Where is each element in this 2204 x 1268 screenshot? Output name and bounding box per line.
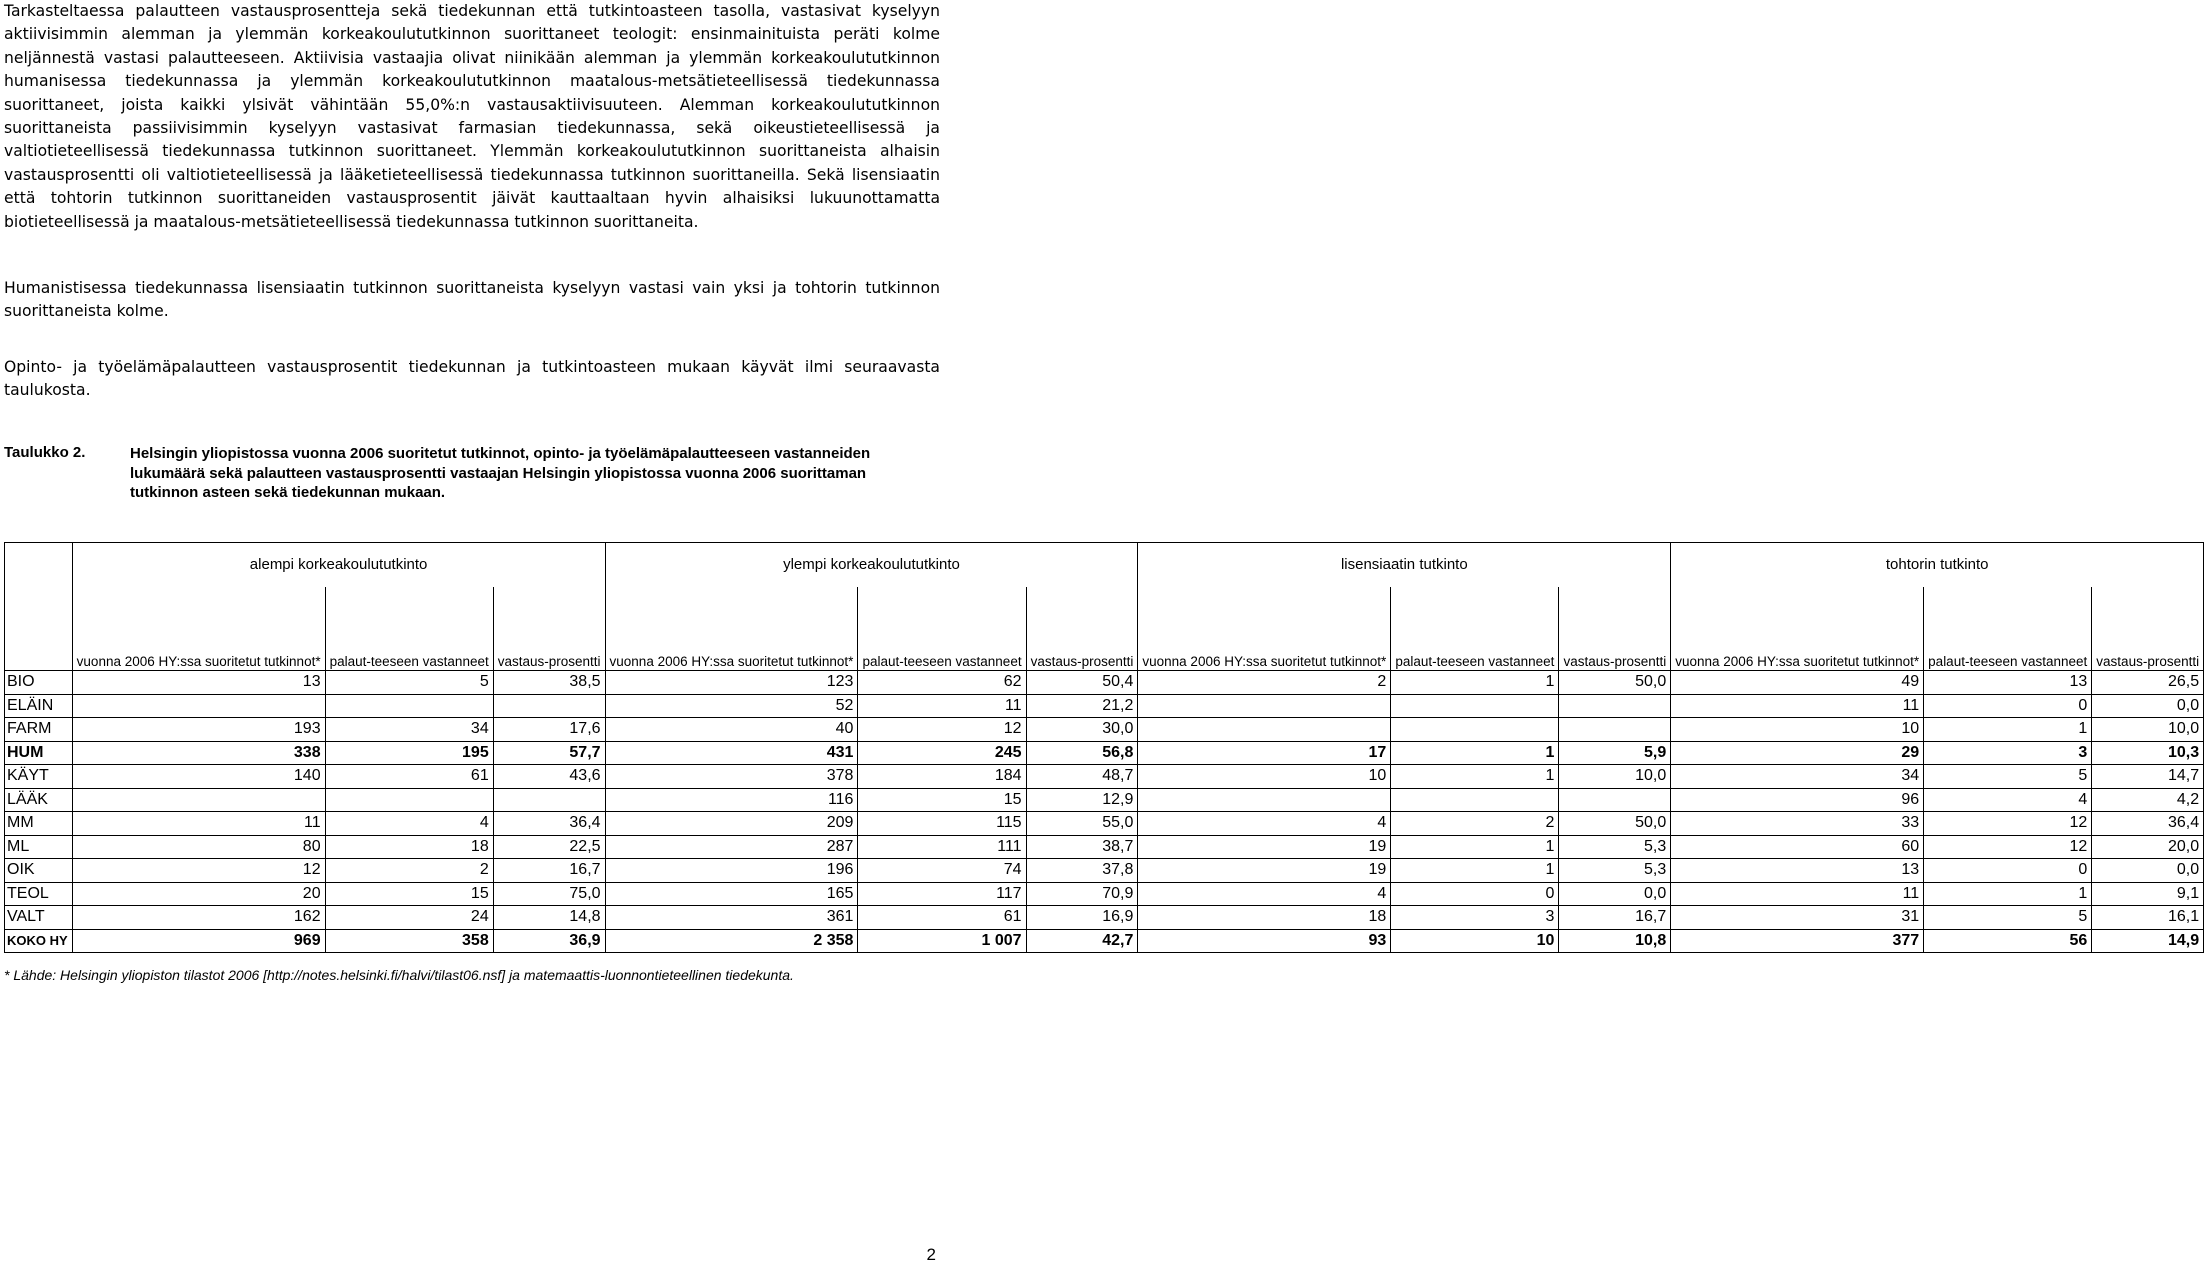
table-row bbox=[5, 788, 2204, 812]
value-cell: 2 358 bbox=[605, 929, 858, 953]
table-row bbox=[5, 812, 2204, 836]
faculty-cell: ML bbox=[5, 835, 73, 859]
value-cell: 10,0 bbox=[1559, 765, 1671, 789]
value-cell bbox=[1391, 788, 1559, 812]
value-cell: 13 bbox=[1671, 859, 1924, 883]
paragraph-humanities: Humanistisessa tiedekunnassa lisensiaatin tutkinnon suorittaneista kyselyyn vastasi vain yksi ja tohtorin tutkinnon suorittaneista kolme. bbox=[4, 279, 940, 321]
value-cell: 361 bbox=[605, 906, 858, 930]
value-cell: 34 bbox=[1671, 765, 1924, 789]
value-cell: 50,0 bbox=[1559, 812, 1671, 836]
value-cell: 75,0 bbox=[493, 882, 605, 906]
value-cell: 38,7 bbox=[1026, 835, 1138, 859]
value-cell: 245 bbox=[858, 741, 1026, 765]
value-cell bbox=[493, 788, 605, 812]
table-row bbox=[5, 835, 2204, 859]
value-cell: 5,3 bbox=[1559, 835, 1671, 859]
corner-cell bbox=[5, 543, 73, 587]
value-cell: 377 bbox=[1671, 929, 1924, 953]
value-cell: 14,8 bbox=[493, 906, 605, 930]
subheader-row bbox=[5, 587, 2204, 671]
value-cell: 74 bbox=[858, 859, 1026, 883]
table-row bbox=[5, 671, 2204, 695]
faculty-cell: LÄÄK bbox=[5, 788, 73, 812]
value-cell: 33 bbox=[1671, 812, 1924, 836]
value-cell: 9,1 bbox=[2092, 882, 2204, 906]
value-cell: 12 bbox=[1924, 812, 2092, 836]
value-cell: 338 bbox=[72, 741, 325, 765]
footnote: * Lähde: Helsingin yliopiston tilastot 2006 [http://notes.helsinki.fi/halvi/tilast06.nsf] ja matemaattis-luonnontieteellinen tiedekunta. bbox=[4, 967, 794, 983]
value-cell: 12,9 bbox=[1026, 788, 1138, 812]
value-cell: 3 bbox=[1391, 906, 1559, 930]
value-cell: 61 bbox=[858, 906, 1026, 930]
faculty-cell: HUM bbox=[5, 741, 73, 765]
value-cell: 5 bbox=[1924, 906, 2092, 930]
faculty-cell: FARM bbox=[5, 718, 73, 742]
value-cell bbox=[1138, 788, 1391, 812]
value-cell: 140 bbox=[72, 765, 325, 789]
value-cell: 40 bbox=[605, 718, 858, 742]
value-cell bbox=[325, 788, 493, 812]
value-cell: 37,8 bbox=[1026, 859, 1138, 883]
value-cell bbox=[1559, 788, 1671, 812]
value-cell: 5 bbox=[1924, 765, 2092, 789]
value-cell: 18 bbox=[1138, 906, 1391, 930]
group-header-row bbox=[5, 543, 2204, 587]
value-cell: 5,3 bbox=[1559, 859, 1671, 883]
value-cell: 10,0 bbox=[2092, 718, 2204, 742]
value-cell: 17 bbox=[1138, 741, 1391, 765]
subheader: vuonna 2006 HY:ssa suoritetut tutkinnot* bbox=[72, 587, 325, 671]
value-cell: 42,7 bbox=[1026, 929, 1138, 953]
value-cell: 18 bbox=[325, 835, 493, 859]
value-cell: 209 bbox=[605, 812, 858, 836]
value-cell: 4 bbox=[1138, 882, 1391, 906]
table-row bbox=[5, 882, 2204, 906]
value-cell bbox=[325, 694, 493, 718]
group-header: lisensiaatin tutkinto bbox=[1138, 543, 1671, 587]
subheader: palaut-teeseen vastanneet bbox=[1924, 587, 2092, 671]
value-cell: 16,7 bbox=[1559, 906, 1671, 930]
value-cell: 20 bbox=[72, 882, 325, 906]
table-caption-label: Taulukko 2. bbox=[4, 444, 86, 461]
value-cell: 162 bbox=[72, 906, 325, 930]
value-cell: 10 bbox=[1391, 929, 1559, 953]
value-cell: 15 bbox=[325, 882, 493, 906]
value-cell: 24 bbox=[325, 906, 493, 930]
table-row bbox=[5, 859, 2204, 883]
value-cell: 31 bbox=[1671, 906, 1924, 930]
faculty-cell: KOKO HY bbox=[5, 929, 73, 953]
table-row bbox=[5, 929, 2204, 953]
value-cell bbox=[1391, 694, 1559, 718]
value-cell: 93 bbox=[1138, 929, 1391, 953]
value-cell: 60 bbox=[1671, 835, 1924, 859]
value-cell: 50,0 bbox=[1559, 671, 1671, 695]
faculty-cell: MM bbox=[5, 812, 73, 836]
value-cell: 10 bbox=[1671, 718, 1924, 742]
corner-cell bbox=[5, 587, 73, 671]
value-cell: 0,0 bbox=[2092, 694, 2204, 718]
value-cell bbox=[72, 788, 325, 812]
paragraph-response-rates: Tarkasteltaessa palautteen vastausprosentteja sekä tiedekunnan että tutkintoasteen tasolla, vastasivat kyselyyn aktiivisimmin alemman ja ylemmän korkeakoulututkinnon suorittaneet teologit: ensinmainituista peräti kolme neljännestä vastasi palautteeseen. Aktiivisia vastaajia olivat niinikään alemman ja ylemmän korkeakoulututkinnon humanisessa tiedekunnassa ja ylemmän korkeakoulututkinnon maatalous-metsätieteellisessä tiedekunnassa suorittaneet, joista kaikki ylsivät vähintään 55,0%:n vastausaktiivisuuteen. Alemman korkeakoulututkinnon suorittaneista passiivisimmin kyselyyn vastasivat farmasian tiedekunnassa, sekä oikeustieteellisessä ja valtiotieteellisessä tiedekunnassa tutkinnon suorittaneet. Ylemmän korkeakoulututkinnon suorittaneista alhaisin vastausprosentti oli valtiotieteellisessä ja lääketieteellisessä tiedekunnassa tutkinnon suorittaneilla. Sekä lisensiaatin että tohtorin tutkinnon suorittaneiden vastausprosentit jäivät kauttaaltaan hyvin alhaisiksi lukuunottamatta biotieteellisessä ja maatalous-metsätieteellisessä tiedekunnassa tutkinnon suorittaneita. bbox=[4, 2, 940, 231]
value-cell: 56,8 bbox=[1026, 741, 1138, 765]
faculty-cell: KÄYT bbox=[5, 765, 73, 789]
value-cell: 1 bbox=[1391, 671, 1559, 695]
value-cell: 14,9 bbox=[2092, 929, 2204, 953]
group-header: ylempi korkeakoulututkinto bbox=[605, 543, 1138, 587]
value-cell: 12 bbox=[1924, 835, 2092, 859]
table-row bbox=[5, 694, 2204, 718]
value-cell: 55,0 bbox=[1026, 812, 1138, 836]
value-cell: 36,4 bbox=[2092, 812, 2204, 836]
value-cell: 1 007 bbox=[858, 929, 1026, 953]
value-cell: 123 bbox=[605, 671, 858, 695]
faculty-cell: TEOL bbox=[5, 882, 73, 906]
value-cell: 117 bbox=[858, 882, 1026, 906]
table-row bbox=[5, 765, 2204, 789]
value-cell: 13 bbox=[72, 671, 325, 695]
faculty-cell: ELÄIN bbox=[5, 694, 73, 718]
value-cell: 10,3 bbox=[2092, 741, 2204, 765]
value-cell bbox=[72, 694, 325, 718]
value-cell bbox=[1391, 718, 1559, 742]
value-cell: 195 bbox=[325, 741, 493, 765]
table-row bbox=[5, 718, 2204, 742]
value-cell: 4 bbox=[1924, 788, 2092, 812]
value-cell: 969 bbox=[72, 929, 325, 953]
subheader: vastaus-prosentti bbox=[1026, 587, 1138, 671]
value-cell: 111 bbox=[858, 835, 1026, 859]
value-cell: 49 bbox=[1671, 671, 1924, 695]
value-cell: 2 bbox=[1391, 812, 1559, 836]
value-cell: 5,9 bbox=[1559, 741, 1671, 765]
subheader: vastaus-prosentti bbox=[493, 587, 605, 671]
subheader: palaut-teeseen vastanneet bbox=[858, 587, 1026, 671]
faculty-cell: VALT bbox=[5, 906, 73, 930]
group-header: tohtorin tutkinto bbox=[1671, 543, 2204, 587]
value-cell: 13 bbox=[1924, 671, 2092, 695]
value-cell: 196 bbox=[605, 859, 858, 883]
value-cell: 36,9 bbox=[493, 929, 605, 953]
value-cell: 15 bbox=[858, 788, 1026, 812]
value-cell: 19 bbox=[1138, 859, 1391, 883]
value-cell: 21,2 bbox=[1026, 694, 1138, 718]
value-cell: 34 bbox=[325, 718, 493, 742]
value-cell: 3 bbox=[1924, 741, 2092, 765]
table-row bbox=[5, 906, 2204, 930]
value-cell: 12 bbox=[72, 859, 325, 883]
value-cell: 38,5 bbox=[493, 671, 605, 695]
value-cell: 19 bbox=[1138, 835, 1391, 859]
value-cell: 1 bbox=[1391, 835, 1559, 859]
paragraph-table-intro: Opinto- ja työelämäpalautteen vastausprosentit tiedekunnan ja tutkintoasteen mukaan käyvät ilmi seuraavasta taulukosta. bbox=[4, 358, 940, 400]
value-cell: 1 bbox=[1391, 765, 1559, 789]
value-cell: 96 bbox=[1671, 788, 1924, 812]
value-cell: 61 bbox=[325, 765, 493, 789]
faculty-cell: OIK bbox=[5, 859, 73, 883]
value-cell: 36,4 bbox=[493, 812, 605, 836]
value-cell bbox=[1559, 718, 1671, 742]
value-cell: 11 bbox=[1671, 694, 1924, 718]
value-cell bbox=[1138, 694, 1391, 718]
value-cell: 0 bbox=[1924, 859, 2092, 883]
value-cell: 16,9 bbox=[1026, 906, 1138, 930]
value-cell: 1 bbox=[1924, 718, 2092, 742]
table-row bbox=[5, 741, 2204, 765]
value-cell: 62 bbox=[858, 671, 1026, 695]
value-cell: 57,7 bbox=[493, 741, 605, 765]
value-cell: 1 bbox=[1924, 882, 2092, 906]
value-cell: 29 bbox=[1671, 741, 1924, 765]
value-cell: 30,0 bbox=[1026, 718, 1138, 742]
value-cell: 16,1 bbox=[2092, 906, 2204, 930]
value-cell: 378 bbox=[605, 765, 858, 789]
table-caption-text: Helsingin yliopistossa vuonna 2006 suoritetut tutkinnot, opinto- ja työelämäpalautteeseen vastanneiden lukumäärä sekä palautteen vastausprosentti vastaajan Helsingin yliopistossa vuonna 2006 suorittaman tutkinnon asteen sekä tiedekunnan mukaan. bbox=[130, 445, 871, 501]
value-cell: 1 bbox=[1391, 859, 1559, 883]
value-cell: 11 bbox=[858, 694, 1026, 718]
group-header: alempi korkeakoulututkinto bbox=[72, 543, 605, 587]
value-cell bbox=[1138, 718, 1391, 742]
value-cell: 22,5 bbox=[493, 835, 605, 859]
value-cell: 287 bbox=[605, 835, 858, 859]
value-cell: 116 bbox=[605, 788, 858, 812]
value-cell: 16,7 bbox=[493, 859, 605, 883]
subheader: vastaus-prosentti bbox=[1559, 587, 1671, 671]
value-cell: 12 bbox=[858, 718, 1026, 742]
value-cell: 184 bbox=[858, 765, 1026, 789]
value-cell: 165 bbox=[605, 882, 858, 906]
value-cell: 4,2 bbox=[2092, 788, 2204, 812]
value-cell: 10,8 bbox=[1559, 929, 1671, 953]
value-cell: 0,0 bbox=[2092, 859, 2204, 883]
value-cell: 1 bbox=[1391, 741, 1559, 765]
subheader: vastaus-prosentti bbox=[2092, 587, 2204, 671]
page-number: 2 bbox=[926, 1245, 936, 1264]
value-cell: 358 bbox=[325, 929, 493, 953]
subheader: vuonna 2006 HY:ssa suoritetut tutkinnot* bbox=[1138, 587, 1391, 671]
subheader: palaut-teeseen vastanneet bbox=[325, 587, 493, 671]
value-cell: 5 bbox=[325, 671, 493, 695]
value-cell: 11 bbox=[72, 812, 325, 836]
value-cell: 56 bbox=[1924, 929, 2092, 953]
value-cell: 0,0 bbox=[1559, 882, 1671, 906]
value-cell: 4 bbox=[325, 812, 493, 836]
value-cell: 193 bbox=[72, 718, 325, 742]
value-cell: 0 bbox=[1391, 882, 1559, 906]
value-cell: 14,7 bbox=[2092, 765, 2204, 789]
value-cell: 10 bbox=[1138, 765, 1391, 789]
value-cell: 50,4 bbox=[1026, 671, 1138, 695]
value-cell: 431 bbox=[605, 741, 858, 765]
value-cell: 115 bbox=[858, 812, 1026, 836]
value-cell bbox=[1559, 694, 1671, 718]
value-cell: 52 bbox=[605, 694, 858, 718]
value-cell: 2 bbox=[325, 859, 493, 883]
value-cell: 80 bbox=[72, 835, 325, 859]
faculty-cell: BIO bbox=[5, 671, 73, 695]
value-cell bbox=[493, 694, 605, 718]
value-cell: 2 bbox=[1138, 671, 1391, 695]
value-cell: 4 bbox=[1138, 812, 1391, 836]
value-cell: 48,7 bbox=[1026, 765, 1138, 789]
table-body bbox=[5, 671, 2204, 953]
value-cell: 0 bbox=[1924, 694, 2092, 718]
value-cell: 26,5 bbox=[2092, 671, 2204, 695]
value-cell: 17,6 bbox=[493, 718, 605, 742]
subheader: vuonna 2006 HY:ssa suoritetut tutkinnot* bbox=[1671, 587, 1924, 671]
response-rate-table bbox=[4, 542, 2204, 953]
value-cell: 11 bbox=[1671, 882, 1924, 906]
value-cell: 43,6 bbox=[493, 765, 605, 789]
subheader: palaut-teeseen vastanneet bbox=[1391, 587, 1559, 671]
value-cell: 70,9 bbox=[1026, 882, 1138, 906]
subheader: vuonna 2006 HY:ssa suoritetut tutkinnot* bbox=[605, 587, 858, 671]
value-cell: 20,0 bbox=[2092, 835, 2204, 859]
